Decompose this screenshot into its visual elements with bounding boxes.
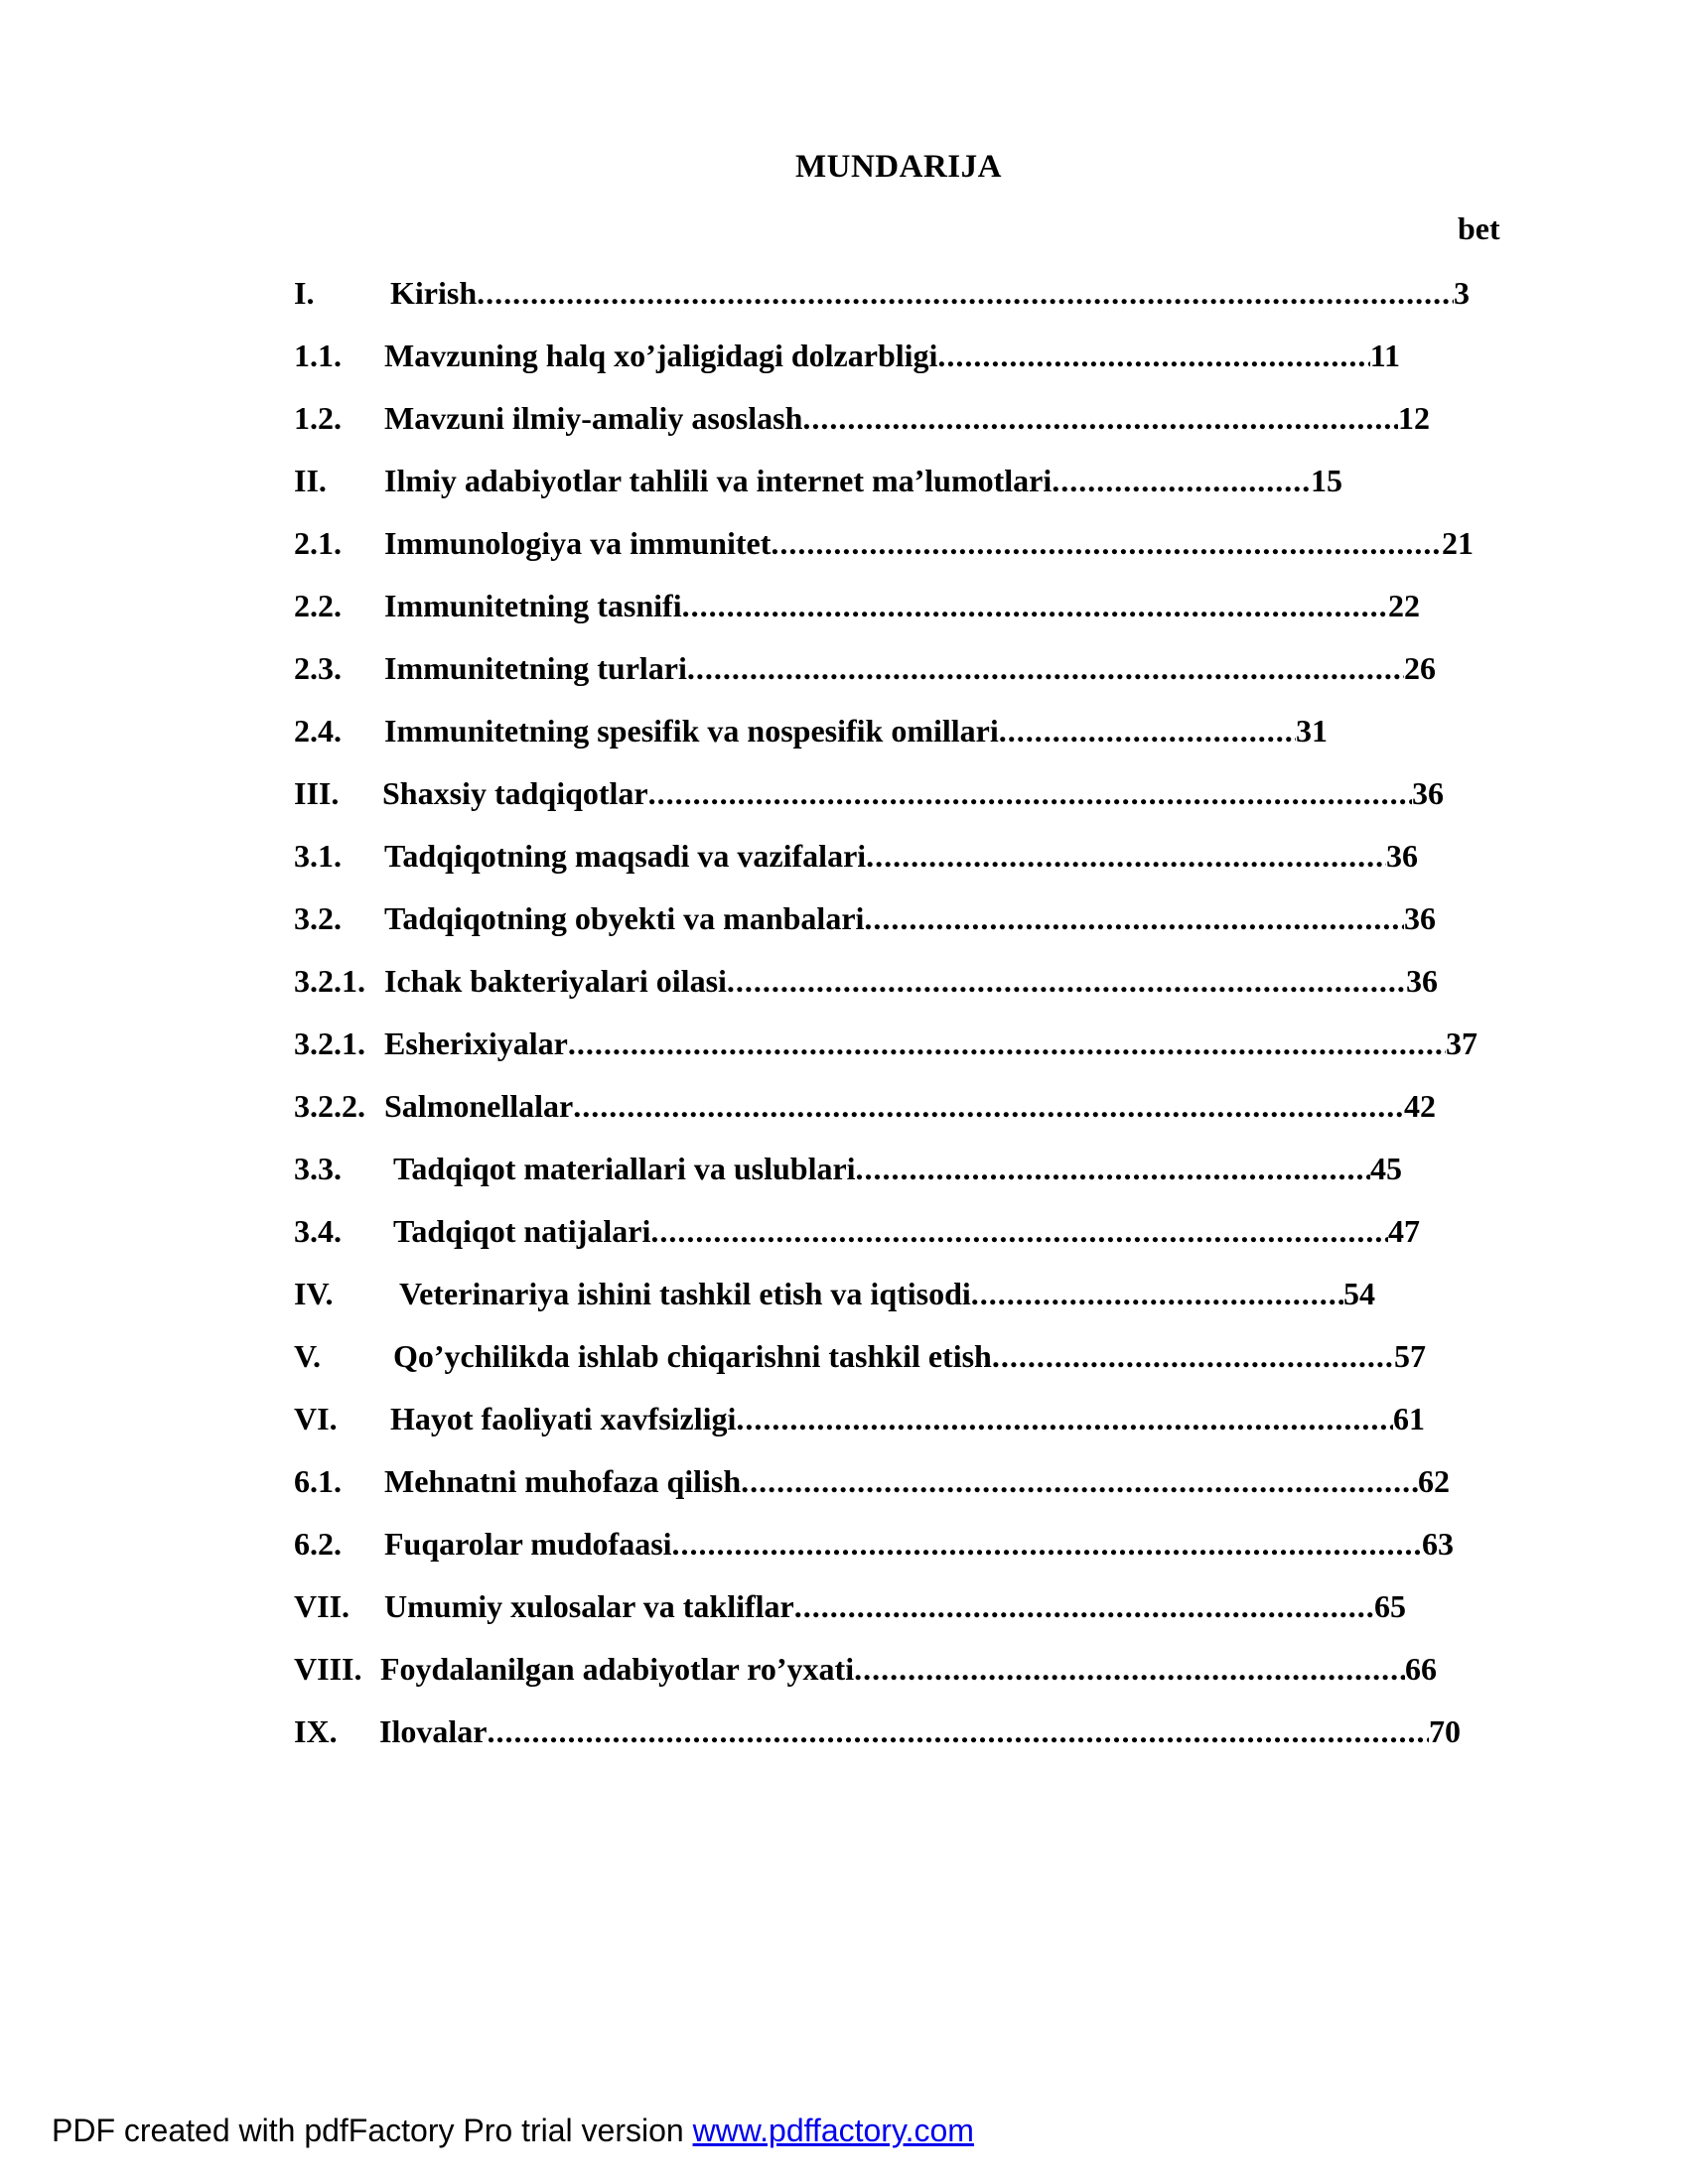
toc-entry-number: 3.4. <box>294 1213 342 1249</box>
toc-entry-page-number: 61 <box>1393 1401 1425 1436</box>
toc-entry[interactable] <box>0 1519 1688 1569</box>
dot-leader <box>866 831 1386 881</box>
toc-entry-number: 2.2. <box>294 588 342 623</box>
toc-entry-line <box>393 1144 1402 1193</box>
toc-entry-number: 3.2.1. <box>294 963 365 999</box>
toc-entry[interactable] <box>0 1269 1688 1318</box>
dot-leader <box>864 893 1404 943</box>
toc-entry-page-number: 22 <box>1388 588 1420 623</box>
dot-leader <box>568 1019 1446 1068</box>
toc-entry-title: Mavzuning halq xo’jaligidagi dolzarbligi <box>384 338 938 373</box>
pdf-footer <box>52 2113 974 2149</box>
toc-entry-number: 6.1. <box>294 1463 342 1499</box>
page-title: MUNDARIJA <box>795 149 1002 185</box>
toc-entry[interactable] <box>0 1144 1688 1193</box>
toc-entry-number: V. <box>294 1338 321 1374</box>
toc-entry-number: I. <box>294 275 315 311</box>
toc-entry-page-number: 37 <box>1446 1025 1477 1061</box>
toc-entry-number: VIII. <box>294 1651 362 1687</box>
footer-link[interactable]: www.pdffactory.com <box>692 2113 974 2148</box>
toc-entry-title: Fuqarolar mudofaasi <box>384 1526 672 1562</box>
toc-entry-page-number: 57 <box>1394 1338 1426 1374</box>
toc-entry-number: IX. <box>294 1713 338 1749</box>
toc-entry-line <box>382 768 1444 818</box>
toc-entry-title: Umumiy xulosalar va takliflar <box>384 1588 794 1624</box>
page-column-label: bet <box>1458 210 1500 246</box>
toc-entry-number: VII. <box>294 1588 351 1624</box>
dot-leader <box>648 768 1412 818</box>
toc-entry-title: Immunitetning tasnifi <box>384 588 682 623</box>
toc-entry-line <box>384 831 1418 881</box>
toc-entry-title: Mehnatni muhofaza qilish <box>384 1463 742 1499</box>
toc-entry[interactable] <box>0 1581 1688 1631</box>
toc-entry[interactable] <box>0 956 1688 1006</box>
toc-entry-page-number: 15 <box>1311 463 1342 498</box>
toc-entry[interactable] <box>0 581 1688 630</box>
toc-entry-title: Ichak bakteriyalari oilasi <box>384 963 727 999</box>
toc-entry[interactable] <box>0 268 1688 318</box>
toc-entry[interactable] <box>0 1394 1688 1443</box>
toc-entry-line <box>379 1706 1461 1756</box>
toc-entry-line <box>384 393 1430 443</box>
dot-leader <box>856 1144 1370 1193</box>
dot-leader <box>992 1331 1394 1381</box>
toc-entry[interactable] <box>0 1706 1688 1756</box>
toc-entry-number: 3.2.1. <box>294 1025 365 1061</box>
toc-entry[interactable] <box>0 1456 1688 1506</box>
toc-entry-line <box>380 1644 1437 1694</box>
toc-entry-number: 3.2. <box>294 900 342 936</box>
toc-entry-number: VI. <box>294 1401 338 1436</box>
dot-leader <box>794 1581 1374 1631</box>
toc-entry-title: Immunitetning spesifik va nospesifik omillari <box>384 713 999 749</box>
dot-leader <box>1052 456 1311 505</box>
toc-entry[interactable] <box>0 1206 1688 1256</box>
toc-entry-title: Ilovalar <box>379 1713 488 1749</box>
toc-entry-line <box>399 1269 1375 1318</box>
toc-entry-number: 1.1. <box>294 338 342 373</box>
toc-entry-title: Veterinariya ishini tashkil etish va iqtisodi <box>399 1276 971 1311</box>
toc-entry-page-number: 11 <box>1369 338 1400 373</box>
toc-entry-title: Ilmiy adabiyotlar tahlili va internet ma’lumotlari <box>384 463 1053 498</box>
dot-leader <box>999 706 1296 755</box>
dot-leader <box>771 518 1442 568</box>
toc-entry-line <box>384 1081 1436 1131</box>
toc-entry-line <box>393 1206 1420 1256</box>
dot-leader <box>727 956 1406 1006</box>
toc-entry-title: Esherixiyalar <box>384 1025 568 1061</box>
toc-entry[interactable] <box>0 1644 1688 1694</box>
toc-entry-number: 1.2. <box>294 400 342 436</box>
toc-entry-line <box>384 1519 1454 1569</box>
dot-leader <box>937 331 1369 380</box>
toc-entry-title: Immunologiya va immunitet <box>384 525 772 561</box>
toc-entry[interactable] <box>0 331 1688 380</box>
toc-entry-line <box>384 331 1400 380</box>
toc-entry-title: Mavzuni ilmiy-amaliy asoslash <box>384 400 803 436</box>
toc-entry[interactable] <box>0 393 1688 443</box>
toc-entry-line <box>390 1394 1425 1443</box>
toc-entry-page-number: 36 <box>1386 838 1418 874</box>
toc-entry-line <box>384 1019 1477 1068</box>
toc-entry-number: 3.1. <box>294 838 342 874</box>
toc-entry-page-number: 12 <box>1398 400 1430 436</box>
toc-entry[interactable] <box>0 893 1688 943</box>
toc-entry-page-number: 65 <box>1374 1588 1406 1624</box>
toc-entry-line <box>384 643 1436 693</box>
toc-entry[interactable] <box>0 1019 1688 1068</box>
toc-entry-page-number: 54 <box>1343 1276 1375 1311</box>
toc-entry-line <box>393 1331 1426 1381</box>
dot-leader <box>573 1081 1404 1131</box>
toc-entry-page-number: 26 <box>1404 650 1436 686</box>
toc-entry-page-number: 21 <box>1442 525 1474 561</box>
toc-entry-page-number: 36 <box>1406 963 1438 999</box>
dot-leader <box>687 643 1404 693</box>
dot-leader <box>650 1206 1388 1256</box>
toc-entry-number: II. <box>294 463 327 498</box>
toc-entry-title: Tadqiqot materiallari va uslublari <box>393 1151 856 1186</box>
toc-entry-number: 6.2. <box>294 1526 342 1562</box>
dot-leader <box>971 1269 1343 1318</box>
toc-entry-line <box>390 268 1470 318</box>
toc-entry-title: Tadqiqotning maqsadi va vazifalari <box>384 838 867 874</box>
toc-entry-page-number: 70 <box>1429 1713 1461 1749</box>
dot-leader <box>672 1519 1422 1569</box>
toc-entry-line <box>384 1581 1406 1631</box>
toc-entry-page-number: 3 <box>1454 275 1470 311</box>
dot-leader <box>741 1456 1418 1506</box>
toc-entry-line <box>384 893 1436 943</box>
toc-entry-line <box>384 1456 1450 1506</box>
toc-entry[interactable] <box>0 1081 1688 1131</box>
dot-leader <box>854 1644 1405 1694</box>
toc-entry-line <box>384 956 1438 1006</box>
toc-entry-page-number: 42 <box>1404 1088 1436 1124</box>
toc-entry-number: 2.4. <box>294 713 342 749</box>
toc-entry-page-number: 36 <box>1404 900 1436 936</box>
dot-leader <box>487 1706 1429 1756</box>
toc-entry-title: Tadqiqot natijalari <box>393 1213 651 1249</box>
toc-entry-line <box>384 456 1342 505</box>
toc-entry-line <box>384 518 1474 568</box>
toc-entry-number: 3.3. <box>294 1151 342 1186</box>
toc-entry-page-number: 66 <box>1405 1651 1437 1687</box>
toc-entry[interactable] <box>0 643 1688 693</box>
toc-entry-line <box>384 581 1420 630</box>
toc-entry-number: III. <box>294 775 340 811</box>
toc-entry-title: Tadqiqotning obyekti va manbalari <box>384 900 865 936</box>
toc-entry[interactable] <box>0 456 1688 505</box>
toc-entry-page-number: 31 <box>1296 713 1328 749</box>
dot-leader <box>682 581 1388 630</box>
toc-entry-title: Qo’ychilikda ishlab chiqarishni tashkil etish <box>393 1338 992 1374</box>
toc-entry-number: 2.3. <box>294 650 342 686</box>
dot-leader <box>477 268 1454 318</box>
dot-leader <box>736 1394 1393 1443</box>
toc-entry[interactable] <box>0 1331 1688 1381</box>
toc-entry-page-number: 63 <box>1422 1526 1454 1562</box>
toc-entry-title: Hayot faoliyati xavfsizligi <box>390 1401 737 1436</box>
toc-entry-page-number: 47 <box>1388 1213 1420 1249</box>
toc-entry-page-number: 45 <box>1370 1151 1402 1186</box>
toc-entry-number: 2.1. <box>294 525 342 561</box>
toc-entry-title: Immunitetning turlari <box>384 650 687 686</box>
toc-entry[interactable] <box>0 831 1688 881</box>
toc-entry-number: IV. <box>294 1276 334 1311</box>
toc-entry[interactable] <box>0 706 1688 755</box>
toc-entry-title: Foydalanilgan adabiyotlar ro’yxati <box>380 1651 855 1687</box>
toc-entry-title: Salmonellalar <box>384 1088 574 1124</box>
toc-entry[interactable] <box>0 518 1688 568</box>
toc-entry-page-number: 62 <box>1418 1463 1450 1499</box>
toc-entry-title: Kirish <box>390 275 478 311</box>
toc-entry-line <box>384 706 1328 755</box>
dot-leader <box>802 393 1398 443</box>
footer-text: PDF created with pdfFactory Pro trial version <box>52 2113 693 2148</box>
toc-entry-title: Shaxsiy tadqiqotlar <box>382 775 648 811</box>
toc-entry-number: 3.2.2. <box>294 1088 365 1124</box>
toc-entry[interactable] <box>0 768 1688 818</box>
toc-entry-page-number: 36 <box>1412 775 1444 811</box>
